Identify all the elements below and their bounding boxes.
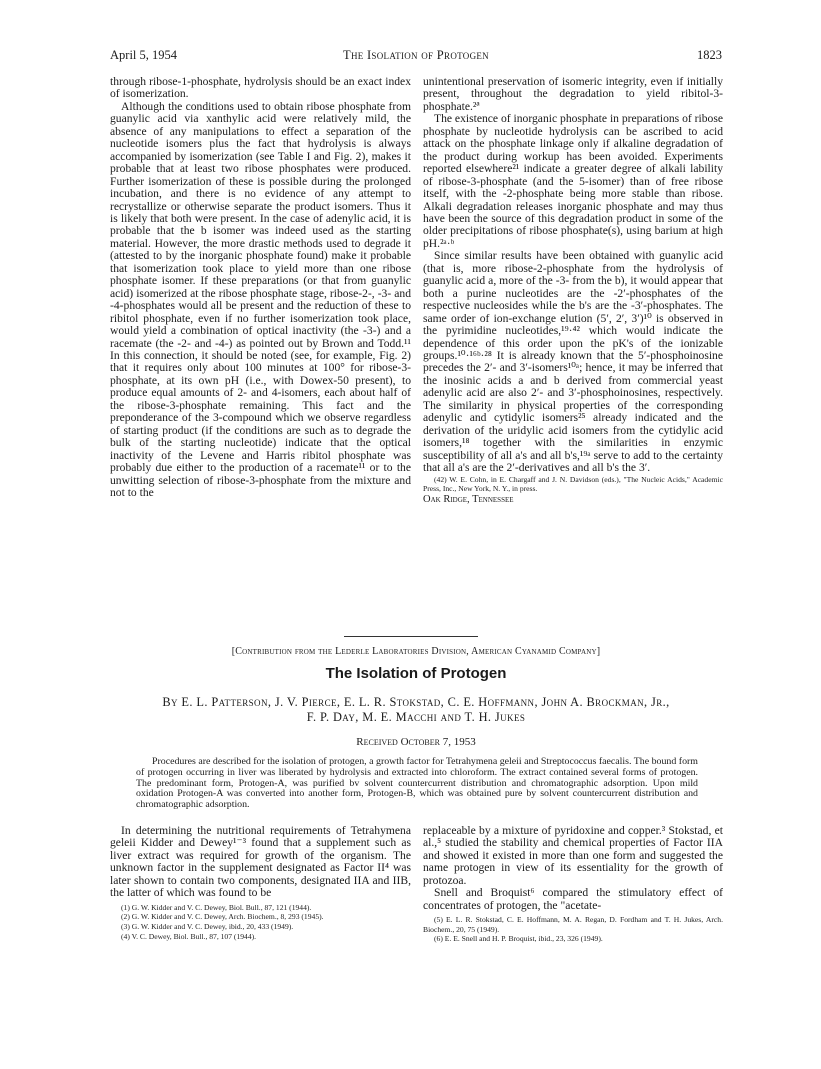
paragraph: In determining the nutritional requirements of Tetrahymena geleii Kidder and Dewey¹⁻³ found that a supplement such as liver extract was required for growth of the organism. The unknown factor in the supplement designated as Factor II⁴ was later shown to contain two components, designated IIA and IIB, the latter of which was found to be xyxy=(110,824,411,900)
authors-line: By E. L. Patterson, J. V. Pierce, E. L. R. Stokstad, C. E. Hoffmann, John A. Brockman, Jr., xyxy=(162,695,670,709)
footnote-list xyxy=(423,915,723,944)
paragraph: Snell and Broquist⁶ compared the stimulatory effect of concentrates of protogen, the "acetate- xyxy=(423,886,723,912)
footnote: (6) E. E. Snell and H. P. Broquist, ibid., 23, 326 (1949). xyxy=(434,934,603,944)
location-signature: Oak Ridge, Tennessee xyxy=(423,493,514,505)
section-divider xyxy=(344,636,478,637)
running-header xyxy=(110,48,722,64)
footnote: (3) G. W. Kidder and V. C. Dewey, ibid., 20, 433 (1949). xyxy=(121,921,294,931)
paragraph: unintentional preservation of isomeric integrity, even if initially present, throughout the degradation to yield ribitol-3-phosphate.²ª xyxy=(423,75,723,113)
paragraph: through ribose-1-phosphate, hydrolysis should be an exact index of isomerization. xyxy=(110,75,411,101)
footnote: (42) W. E. Cohn, in E. Chargaff and J. N. Davidson (eds.), "The Nucleic Acids," Academic Press, Inc., New York, N. Y., in press. xyxy=(423,474,723,494)
authors-line: F. P. Day, M. E. Macchi and T. H. Jukes xyxy=(306,710,526,724)
top-right-column xyxy=(423,76,723,506)
article-title: The Isolation of Protogen xyxy=(325,665,507,682)
paragraph: Since similar results have been obtained with guanylic acid (that is, more ribose-2-phosphate from the hydrolysis of guanylic acid a, more of the -3- from the b), it would appear that both a purine nucleotides are the -2′-phosphates of the respective nucleosides while the b's are the -3′-phosphates. The same order of ion-exchange elution (5′, 2′, 3′)¹⁰ is observed in the pyrimidine nucleotides,¹⁹·⁴² which would indicate the dependence of this order upon the pK's of the ionizable groups.¹⁰·¹⁶ᵇ·²⁸ It is already known that the 5′-phosphoinosine precedes the 2′- and 3′-isomers¹⁰ᵃ; hence, it may be inferred that the inosinic acids a and b derived from commercial yeast adenylic acid are also 2′- and 3′-phosphoinosines, respectively. The similarity in physical properties of the corresponding adenylic and cytidylic isomers²⁵ already indicated and the derivation of the uridylic acid isomers from the cytidylic acid isomers,¹⁸ together with the similarities in enzymic susceptibility of all a's and all b's,¹⁹ᵃ serve to add to the certainty that all a's are the 2′-derivatives and all b's the 3′. xyxy=(423,249,723,475)
contribution-line: [Contribution from the Lederle Laboratories Division, American Cyanamid Company] xyxy=(231,646,601,657)
footnote-list xyxy=(110,903,411,941)
paragraph: Although the conditions used to obtain ribose phosphate from guanylic acid via xanthylic acid were relatively mild, the absence of any manipulations to effect a separation of the nucleotide isomers plus the fact that hydrolysis is always accompanied by isomerization (see Table I and Fig. 2), makes it probable that at least two ribose phosphates were produced. Further isomerization of these is possible during the prolonged incubation, and there is no evidence of any attempt to recrystallize or otherwise separate the product isomers. Thus it is likely that both were present. In the case of adenylic acid, it is probable that the b isomer was indeed used as the starting material. However, the more drastic methods used to degrade it (attested to by the inorganic phosphate found) make it probable that isomerization took place to yield more than one ribose phosphate isomer. If these preparations (or that from guanylic acid) isomerized at the ribose phosphate stage, ribose-2-, -3- and -4-phosphates would all be present and the reduction of these to ribitol phosphate, even if no further isomerization took place, would yield a combination of optical inactivity (the -3-) and a racemate (the -2- and -4-) as pointed out by Brown and Todd.¹¹ In this connection, it should be noted (see, for example, Fig. 2) that it requires only about 100 minutes at 100° for ribose-3-phosphate, at its own pH (i.e., with Dowex-50 present), to produce equal amounts of 2- and 4-isomers, each about half of the ribose-3-phosphate remaining. This fact and the preponderance of the 3-compound which we observe regardless of starting product (if the conditions are such as to degrade the bulk of the starting nucleotide) indicate that the optical inactivity of the Levene and Harris ribitol phosphate was probably due either to the production of a racemate¹¹ or to the unwitting selection of ribose-3-phosphate from the mixture and not to the xyxy=(110,99,411,499)
body-right-column xyxy=(423,825,723,944)
footnote: (4) V. C. Dewey, Biol. Bull., 87, 107 (1944). xyxy=(121,931,257,941)
abstract: Procedures are described for the isolation of protogen, a growth factor for Tetrahymena geleii and Streptococcus faecalis. The bound form of protogen occurring in liver was liberated by hydrolysis and extracted into chloroform. The extract contained several forms of protogen. The predominant form, Protogen-A, was purified bv solvent countercurrent distribution and chromatographic adsorption. Upon mild oxidation Protogen-A was converted into another form, Protogen-B, which was obtained pure by solvent countercurrent distribution and chromatographic adsorption. xyxy=(136,756,698,811)
header-date: April 5, 1954 xyxy=(110,48,178,62)
body-left-column xyxy=(110,825,411,941)
footnote: (5) E. L. R. Stokstad, C. E. Hoffmann, M. A. Regan, D. Fordham and T. H. Jukes, Arch. Biochem., 20, 75 (1949). xyxy=(423,915,723,934)
received-date: Received October 7, 1953 xyxy=(356,736,476,748)
top-left-column xyxy=(110,76,411,499)
footnote: (1) G. W. Kidder and V. C. Dewey, Biol. Bull., 87, 121 (1944). xyxy=(121,902,312,912)
author-list xyxy=(110,695,722,725)
paragraph: replaceable by a mixture of pyridoxine and copper.³ Stokstad, et al.,⁵ studied the stability and chemical properties of Factor IIA and showed it existed in more than one form and suggested the name protogen in view of its essentiality for the growth of protozoa. xyxy=(423,824,723,887)
header-title: The Isolation of Protogen xyxy=(343,48,489,62)
footnote: (2) G. W. Kidder and V. C. Dewey, Arch. Biochem., 8, 293 (1945). xyxy=(121,912,324,922)
header-page-number: 1823 xyxy=(697,48,722,62)
paragraph: The existence of inorganic phosphate in preparations of ribose phosphate by nucleotide hydrolysis can be ascribed to acid attack on the phosphate linkage only if alkaline degradation of the product during workup has been avoided. Experiments reported elsewhere²¹ indicate a greater degree of alkali lability of ribose-3-phosphate (and the 5-isomer) than of free ribose itself, with the -2-phosphate being more stable than ribose. Alkali degradation releases inorganic phosphate and may thus have been the source of this degradation product in some of the older precipitations of ribose phosphate(s), using barium at high pH.²ᵃ·ᵇ xyxy=(423,112,723,250)
